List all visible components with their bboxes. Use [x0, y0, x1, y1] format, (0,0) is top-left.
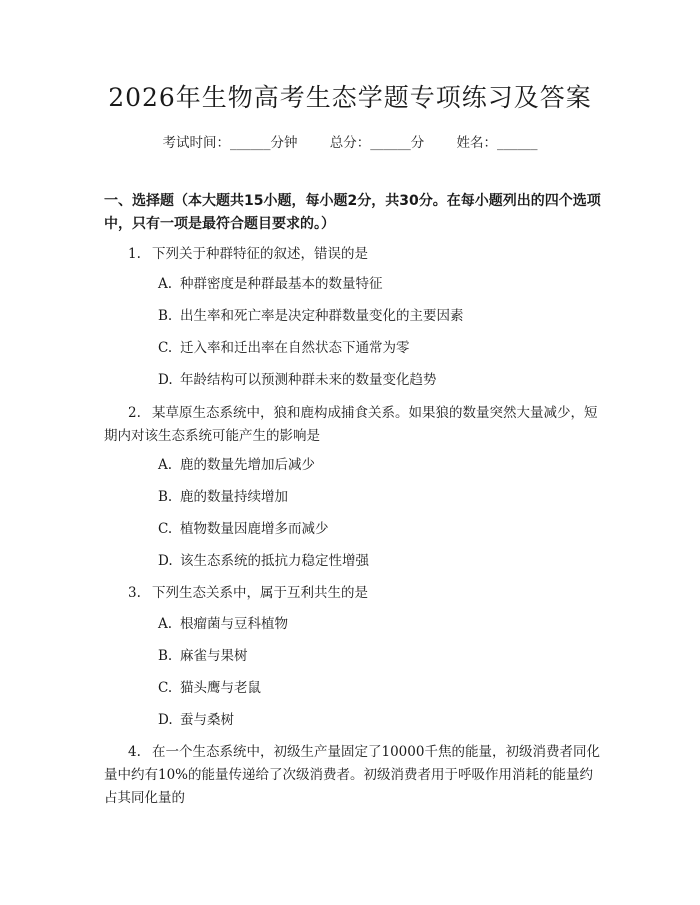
- option-letter: D.: [158, 372, 173, 388]
- option-letter: A.: [158, 616, 173, 632]
- option-1a: [158, 274, 383, 294]
- question-1: [104, 243, 604, 266]
- option-3d: [158, 710, 234, 730]
- option-1d: [158, 370, 437, 390]
- student-name: 姓名：______: [456, 135, 538, 151]
- option-text: 蚕与桑树: [180, 712, 234, 728]
- option-3c: [158, 678, 261, 698]
- question-number: 2.: [128, 405, 141, 421]
- exam-time: 考试时间：______分钟: [162, 135, 298, 151]
- option-letter: C.: [158, 521, 173, 537]
- section-heading: 一、选择题（本大题共15小题，每小题2分，共30分。在每小题列出的四个选项中，只有一项是最符合题目要求的。）: [104, 193, 601, 232]
- option-text: 出生率和死亡率是决定种群数量变化的主要因素: [180, 308, 464, 324]
- option-text: 植物数量因鹿增多而减少: [180, 521, 329, 537]
- option-letter: D.: [158, 712, 173, 728]
- option-2d: [158, 551, 369, 571]
- option-text: 猫头鹰与老鼠: [180, 680, 261, 696]
- question-stem: 某草原生态系统中，狼和鹿构成捕食关系。如果狼的数量突然大量减少，短期内对该生态系统可能产生的影响是: [104, 405, 598, 444]
- question-stem: 下列生态关系中，属于互利共生的是: [152, 585, 368, 601]
- option-3a: [158, 614, 288, 634]
- question-number: 4.: [128, 744, 141, 760]
- option-1b: [158, 306, 464, 326]
- option-letter: C.: [158, 340, 173, 356]
- question-number: 1.: [128, 246, 141, 262]
- option-2a: [158, 455, 315, 475]
- question-2: [104, 402, 604, 448]
- option-letter: B.: [158, 489, 173, 505]
- option-1c: [158, 338, 410, 358]
- option-letter: A.: [158, 276, 173, 292]
- exam-meta: [0, 131, 700, 151]
- option-2b: [158, 487, 288, 507]
- question-stem: 在一个生态系统中，初级生产量固定了10000千焦的能量，初级消费者同化量中约有10%的能量传递给了次级消费者。初级消费者用于呼吸作用消耗的能量约占其同化量的: [104, 744, 600, 806]
- option-letter: B.: [158, 308, 173, 324]
- option-text: 根瘤菌与豆科植物: [180, 616, 288, 632]
- option-letter: B.: [158, 648, 173, 664]
- total-score: 总分：______分: [329, 135, 425, 151]
- option-text: 该生态系统的抵抗力稳定性增强: [180, 553, 369, 569]
- option-letter: C.: [158, 680, 173, 696]
- option-text: 麻雀与果树: [180, 648, 248, 664]
- question-number: 3.: [128, 585, 141, 601]
- question-stem: 下列关于种群特征的叙述，错误的是: [152, 246, 368, 262]
- option-2c: [158, 519, 329, 539]
- document-title: 2026年生物高考生态学题专项练习及答案: [108, 83, 592, 112]
- option-text: 迁入率和迁出率在自然状态下通常为零: [180, 340, 410, 356]
- option-text: 鹿的数量先增加后减少: [180, 457, 315, 473]
- question-3: [104, 582, 604, 605]
- option-3b: [158, 646, 248, 666]
- option-text: 年龄结构可以预测种群未来的数量变化趋势: [180, 372, 437, 388]
- option-letter: D.: [158, 553, 173, 569]
- question-4: [104, 741, 604, 810]
- option-text: 鹿的数量持续增加: [180, 489, 288, 505]
- option-letter: A.: [158, 457, 173, 473]
- option-text: 种群密度是种群最基本的数量特征: [180, 276, 383, 292]
